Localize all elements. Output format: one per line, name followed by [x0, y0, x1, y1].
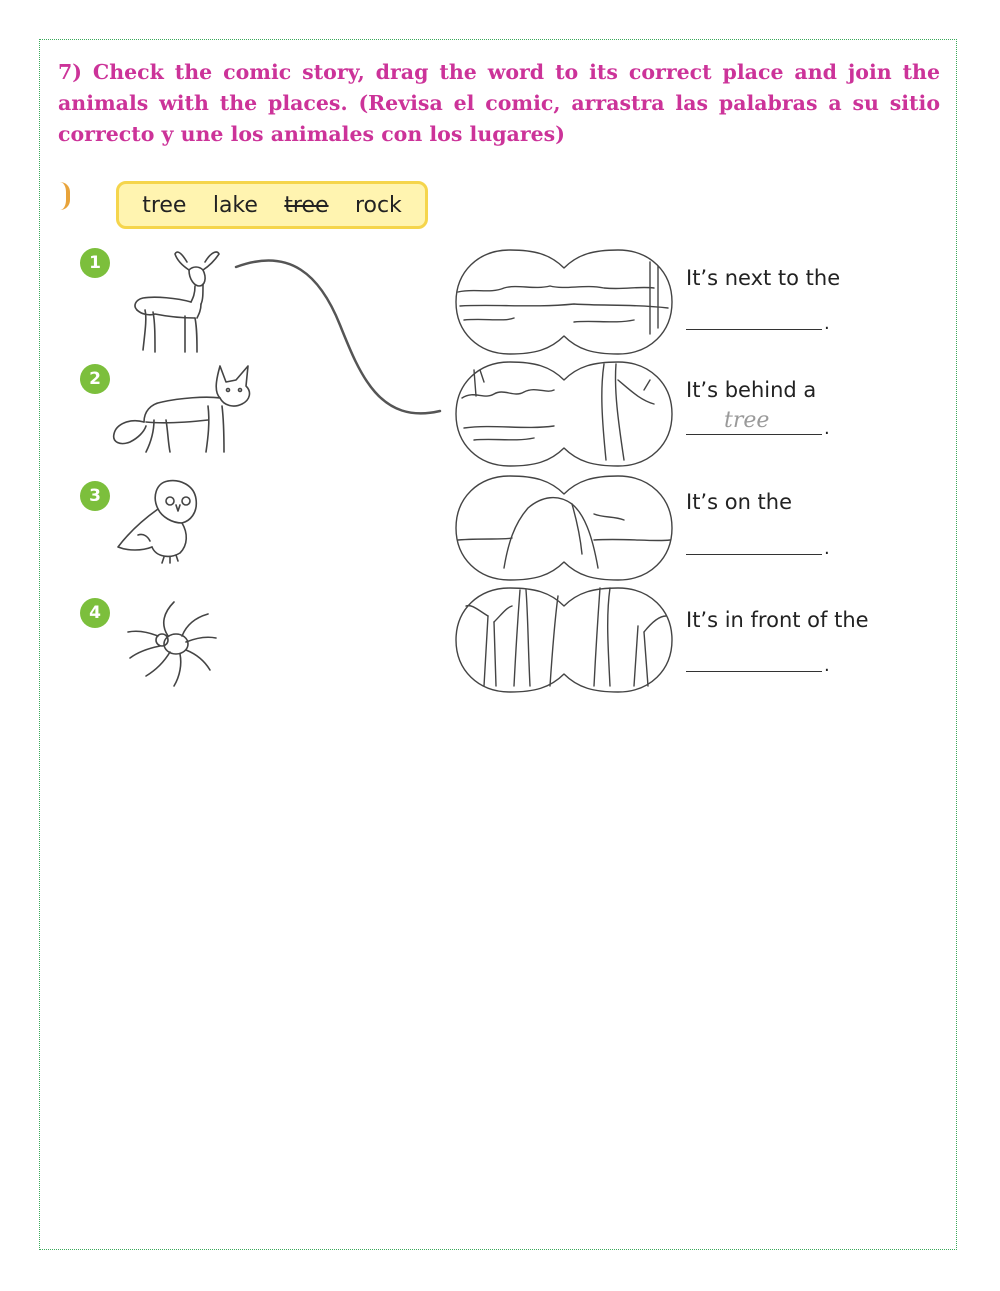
word-chip-tree-used[interactable]: tree [284, 192, 329, 218]
period: . [824, 313, 830, 334]
answer-blank[interactable] [686, 405, 830, 439]
tree-trunks-scene-icon[interactable] [454, 586, 674, 694]
period: . [824, 418, 830, 439]
answer-blank[interactable] [686, 300, 830, 334]
word-chip-lake[interactable]: lake [212, 192, 258, 218]
item-number-badge: 4 [80, 598, 110, 628]
forest-trees-scene-icon[interactable] [454, 360, 674, 468]
word-bank [116, 181, 428, 229]
deer-icon[interactable] [125, 248, 235, 358]
sentence-text: It’s next to the [686, 266, 841, 290]
sentence-text: It’s on the [686, 490, 793, 514]
sentence-text: It’s behind a [686, 378, 817, 402]
answer-text: tree [724, 408, 770, 433]
blank-line [686, 434, 822, 435]
spider-icon[interactable] [124, 600, 220, 690]
blank-line [686, 329, 822, 330]
match-connector-line [230, 255, 445, 425]
blank-line [686, 554, 822, 555]
lake-scene-icon[interactable] [454, 248, 674, 356]
answer-blank[interactable] [686, 642, 830, 676]
word-chip-rock[interactable]: rock [354, 192, 402, 218]
instructions-text: 7) Check the comic story, drag the word to its correct place and join the animals with the places. (Revisa el comic, arrastra las palabras a su sitio correcto y une los animales con los lugares) [58, 60, 940, 146]
owl-icon[interactable] [108, 475, 208, 565]
word-chip-tree[interactable]: tree [142, 192, 187, 218]
item-number-badge: 1 [80, 248, 110, 278]
period: . [824, 538, 830, 559]
blank-line [686, 671, 822, 672]
period: . [824, 655, 830, 676]
item-number-badge: 2 [80, 364, 110, 394]
answer-blank[interactable] [686, 525, 830, 559]
sentence-text: It’s in front of the [686, 608, 869, 632]
rock-scene-icon[interactable] [454, 474, 674, 582]
item-number-badge: 3 [80, 481, 110, 511]
